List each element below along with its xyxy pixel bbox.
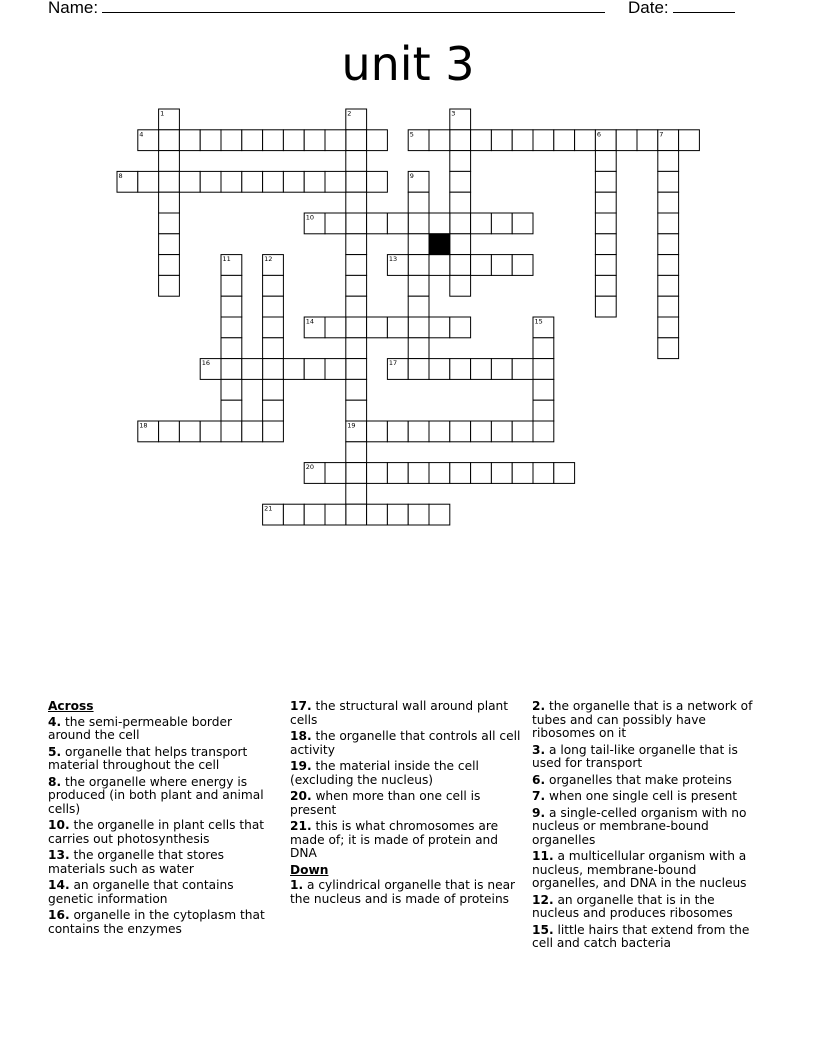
grid-cell[interactable]	[263, 296, 284, 317]
grid-cell[interactable]	[325, 317, 346, 338]
grid-cell[interactable]	[533, 130, 554, 151]
grid-cell[interactable]	[512, 463, 533, 484]
clue-number: 14	[305, 317, 314, 326]
clue-item	[532, 850, 764, 891]
grid-cell[interactable]	[575, 130, 596, 151]
grid-cell[interactable]	[346, 171, 367, 192]
grid-cell[interactable]	[491, 359, 512, 380]
grid-cell[interactable]	[263, 338, 284, 359]
clue-text: organelle in the cytoplasm that contains the enzymes	[48, 908, 265, 936]
grid-cell[interactable]	[159, 234, 180, 255]
clue-item	[532, 924, 764, 951]
clue-number-label: 7.	[532, 789, 546, 803]
clue-text: the structural wall around plant cells	[290, 699, 509, 727]
clue-number-label: 13.	[48, 848, 70, 862]
clue-number: 9	[409, 171, 414, 180]
grid-cell[interactable]	[325, 504, 346, 525]
grid-cell[interactable]	[367, 130, 388, 151]
date-label: Date:	[628, 0, 669, 17]
grid-cell[interactable]	[658, 192, 679, 213]
grid-cell[interactable]	[595, 275, 616, 296]
black-cell	[429, 234, 450, 255]
clue-number: 5	[409, 130, 414, 139]
grid-cell[interactable]	[658, 338, 679, 359]
grid-cell[interactable]	[325, 463, 346, 484]
clue-number: 4	[139, 130, 144, 139]
grid-cell[interactable]	[658, 213, 679, 234]
grid-cell[interactable]	[346, 192, 367, 213]
grid-cell[interactable]	[491, 255, 512, 276]
grid-cell[interactable]	[491, 213, 512, 234]
grid-cell[interactable]	[533, 400, 554, 421]
clue-text: when more than one cell is present	[290, 789, 481, 817]
grid-cell[interactable]	[658, 296, 679, 317]
grid-cell[interactable]	[471, 213, 492, 234]
grid-cell[interactable]	[658, 234, 679, 255]
clue-number: 1	[160, 109, 165, 118]
grid-cell[interactable]	[159, 213, 180, 234]
grid-cell[interactable]	[304, 130, 325, 151]
grid-cell[interactable]	[450, 192, 471, 213]
grid-cell[interactable]	[471, 255, 492, 276]
clue-number: 7	[659, 130, 664, 139]
grid-cell[interactable]	[367, 213, 388, 234]
clue-text: the organelle in plant cells that carries out photosynthesis	[48, 818, 265, 846]
grid-cell[interactable]	[408, 192, 429, 213]
grid-cell[interactable]	[179, 421, 200, 442]
grid-cell[interactable]	[346, 317, 367, 338]
grid-cell[interactable]	[367, 171, 388, 192]
clue-number-label: 5.	[48, 744, 62, 759]
grid-cell[interactable]	[346, 130, 367, 151]
grid-cell[interactable]	[263, 317, 284, 338]
clue-text: the organelle where energy is produced (in both plant and animal cells)	[48, 774, 264, 816]
grid-cell[interactable]	[325, 359, 346, 380]
grid-cell[interactable]	[346, 442, 367, 463]
name-label: Name:	[48, 0, 99, 17]
clue-number: 6	[596, 130, 602, 139]
grid-cell[interactable]	[658, 151, 679, 172]
grid-cell[interactable]	[304, 171, 325, 192]
grid-cell[interactable]	[263, 379, 284, 400]
clue-number-label: 2.	[532, 699, 546, 713]
grid-cell[interactable]	[408, 275, 429, 296]
clue-item	[532, 744, 764, 771]
grid-cell[interactable]	[450, 421, 471, 442]
clue-text: the organelle that stores materials such as water	[48, 848, 224, 876]
grid-cell[interactable]	[450, 359, 471, 380]
grid-cell[interactable]	[200, 130, 221, 151]
grid-cell[interactable]	[450, 317, 471, 338]
grid-cell[interactable]	[367, 463, 388, 484]
clue-item	[290, 820, 522, 861]
grid-cell[interactable]	[595, 171, 616, 192]
grid-cell[interactable]	[346, 379, 367, 400]
grid-cell[interactable]	[637, 130, 658, 151]
grid-cell[interactable]	[491, 421, 512, 442]
grid-cell[interactable]	[346, 275, 367, 296]
clue-item	[532, 807, 764, 848]
clue-item	[290, 700, 522, 727]
grid-cell[interactable]	[346, 255, 367, 276]
clue-text: an organelle that contains genetic information	[48, 878, 234, 906]
grid-cell[interactable]	[221, 296, 242, 317]
clue-item	[290, 760, 522, 787]
clue-item	[532, 894, 764, 921]
grid-cell[interactable]	[242, 359, 263, 380]
grid-cell[interactable]	[658, 275, 679, 296]
clue-text: this is what chromosomes are made of; it is made of protein and DNA	[290, 819, 499, 860]
grid-cell[interactable]	[533, 421, 554, 442]
grid-cell[interactable]	[408, 504, 429, 525]
grid-cell[interactable]	[221, 400, 242, 421]
clues-column-2	[290, 700, 522, 909]
clue-item	[48, 879, 278, 906]
grid-cell[interactable]	[429, 359, 450, 380]
grid-cell[interactable]	[429, 421, 450, 442]
clue-item	[290, 790, 522, 817]
grid-cell[interactable]	[387, 463, 408, 484]
grid-cell[interactable]	[159, 192, 180, 213]
grid-cell[interactable]	[346, 213, 367, 234]
clue-number-label: 3.	[532, 742, 546, 757]
grid-cell[interactable]	[450, 275, 471, 296]
across-heading: Across	[48, 699, 94, 713]
grid-cell[interactable]	[304, 359, 325, 380]
grid-cell[interactable]	[408, 234, 429, 255]
grid-cell[interactable]	[346, 234, 367, 255]
grid-cell[interactable]	[533, 463, 554, 484]
clue-text: the semi-permeable border around the cell	[48, 714, 232, 742]
grid-cell[interactable]	[304, 504, 325, 525]
grid-cell[interactable]	[242, 421, 263, 442]
grid-cell[interactable]	[408, 213, 429, 234]
grid-cell[interactable]	[325, 171, 346, 192]
grid-cell[interactable]	[263, 275, 284, 296]
clue-number-label: 11.	[532, 849, 554, 863]
clue-number-label: 6.	[532, 772, 546, 787]
clue-text: little hairs that extend from the cell and catch bacteria	[532, 922, 750, 950]
grid-cell[interactable]	[346, 151, 367, 172]
grid-cell[interactable]	[450, 171, 471, 192]
clue-number-label: 12.	[532, 892, 554, 907]
grid-cell[interactable]	[512, 130, 533, 151]
grid-cell[interactable]	[221, 379, 242, 400]
grid-cell[interactable]	[263, 171, 284, 192]
grid-cell[interactable]	[367, 421, 388, 442]
grid-cell[interactable]	[221, 359, 242, 380]
grid-cell[interactable]	[367, 317, 388, 338]
grid-cell[interactable]	[242, 171, 263, 192]
clue-number-label: 21.	[290, 819, 312, 833]
clue-number: 21	[264, 504, 273, 513]
grid-cell[interactable]	[346, 359, 367, 380]
grid-cell[interactable]	[429, 463, 450, 484]
clue-number-label: 4.	[48, 714, 62, 729]
grid-cell[interactable]	[179, 130, 200, 151]
clue-number-label: 15.	[532, 922, 554, 937]
grid-cell[interactable]	[408, 296, 429, 317]
grid-cell[interactable]	[429, 130, 450, 151]
grid-cell[interactable]	[367, 504, 388, 525]
grid-cell[interactable]	[450, 130, 471, 151]
grid-cell[interactable]	[283, 130, 304, 151]
grid-cell[interactable]	[471, 421, 492, 442]
grid-cell[interactable]	[263, 130, 284, 151]
grid-cell[interactable]	[408, 421, 429, 442]
grid-cell[interactable]	[159, 421, 180, 442]
grid-cell[interactable]	[554, 463, 575, 484]
grid-cell[interactable]	[346, 338, 367, 359]
grid-cell[interactable]	[221, 421, 242, 442]
clue-number: 20	[305, 463, 314, 472]
clue-text: organelle that helps transport material throughout the cell	[48, 744, 248, 772]
clue-item	[532, 700, 764, 741]
grid-cell[interactable]	[595, 192, 616, 213]
grid-cell[interactable]	[159, 130, 180, 151]
clue-text: organelles that make proteins	[545, 772, 732, 787]
clue-number: 19	[347, 421, 356, 430]
clue-item	[532, 774, 764, 788]
grid-cell[interactable]	[221, 338, 242, 359]
clue-number-label: 20.	[290, 789, 312, 803]
clue-number: 12	[264, 255, 273, 264]
clue-text: a cylindrical organelle that is near the nucleus and is made of proteins	[290, 878, 516, 906]
grid-cell[interactable]	[595, 296, 616, 317]
grid-cell[interactable]	[159, 171, 180, 192]
grid-cell[interactable]	[221, 317, 242, 338]
grid-cell[interactable]	[450, 255, 471, 276]
grid-cell[interactable]	[221, 171, 242, 192]
grid-cell[interactable]	[595, 151, 616, 172]
grid-cell[interactable]	[346, 296, 367, 317]
grid-cell[interactable]	[554, 130, 575, 151]
clue-number-label: 17.	[290, 699, 312, 713]
clues-column-1	[48, 700, 278, 939]
grid-cell[interactable]	[346, 504, 367, 525]
clue-item	[48, 819, 278, 846]
clue-number-label: 8.	[48, 774, 62, 789]
clue-text: the material inside the cell (excluding the nucleus)	[290, 759, 479, 787]
grid-cell[interactable]	[408, 317, 429, 338]
grid-cell[interactable]	[658, 171, 679, 192]
clue-number: 8	[118, 171, 123, 180]
clue-item	[48, 746, 278, 773]
grid-cell[interactable]	[471, 130, 492, 151]
clue-number: 17	[388, 359, 398, 368]
grid-cell[interactable]	[179, 171, 200, 192]
grid-cell[interactable]	[387, 421, 408, 442]
grid-cell[interactable]	[325, 213, 346, 234]
clue-text: a long tail-like organelle that is used for transport	[532, 742, 738, 770]
grid-cell[interactable]	[159, 255, 180, 276]
grid-cell[interactable]	[429, 255, 450, 276]
grid-cell[interactable]	[491, 463, 512, 484]
clue-text: when one single cell is present	[545, 789, 738, 803]
clue-text: an organelle that is in the nucleus and produces ribosomes	[532, 892, 733, 920]
down-heading: Down	[290, 862, 329, 877]
grid-cell[interactable]	[450, 463, 471, 484]
grid-cell[interactable]	[283, 359, 304, 380]
clue-number-label: 16.	[48, 908, 70, 922]
grid-cell[interactable]	[283, 504, 304, 525]
grid-cell[interactable]	[408, 359, 429, 380]
grid-cell[interactable]	[679, 130, 700, 151]
grid-cell[interactable]	[387, 317, 408, 338]
grid-cell[interactable]	[429, 504, 450, 525]
grid-cell[interactable]	[387, 504, 408, 525]
clue-text: the organelle that is a network of tubes and can possibly have ribosomes on it	[532, 699, 753, 740]
grid-cell[interactable]	[658, 317, 679, 338]
clue-item	[48, 776, 278, 817]
grid-cell[interactable]	[387, 213, 408, 234]
grid-cell[interactable]	[346, 400, 367, 421]
clue-item	[48, 716, 278, 743]
grid-cell[interactable]	[533, 338, 554, 359]
clue-number-label: 19.	[290, 759, 312, 773]
grid-cell[interactable]	[429, 317, 450, 338]
grid-cell[interactable]	[450, 213, 471, 234]
clue-text: the organelle that controls all cell activity	[290, 729, 521, 757]
grid-cell[interactable]	[242, 130, 263, 151]
grid-cell[interactable]	[325, 130, 346, 151]
clue-number-label: 14.	[48, 878, 70, 892]
grid-cell[interactable]	[429, 213, 450, 234]
grid-cell[interactable]	[283, 171, 304, 192]
grid-cell[interactable]	[263, 421, 284, 442]
grid-cell[interactable]	[346, 463, 367, 484]
grid-cell[interactable]	[408, 338, 429, 359]
clue-number: 18	[139, 421, 148, 430]
clue-number: 16	[201, 359, 210, 368]
grid-cell[interactable]	[595, 234, 616, 255]
grid-cell[interactable]	[221, 130, 242, 151]
grid-cell[interactable]	[533, 379, 554, 400]
clue-item	[532, 790, 764, 804]
grid-cell[interactable]	[491, 130, 512, 151]
grid-cell[interactable]	[533, 359, 554, 380]
grid-cell[interactable]	[263, 400, 284, 421]
grid-cell[interactable]	[616, 130, 637, 151]
grid-cell[interactable]	[471, 463, 492, 484]
clue-text: a multicellular organism with a nucleus, membrane-bound organelles, and DNA in the nucleus	[532, 849, 747, 890]
clue-item	[48, 849, 278, 876]
grid-cell[interactable]	[512, 255, 533, 276]
clue-number: 3	[451, 109, 456, 118]
grid-cell[interactable]	[138, 171, 159, 192]
clue-number-label: 10.	[48, 818, 70, 832]
grid-cell[interactable]	[200, 171, 221, 192]
grid-cell[interactable]	[512, 421, 533, 442]
clue-item	[290, 730, 522, 757]
grid-cell[interactable]	[512, 213, 533, 234]
clue-number-label: 1.	[290, 878, 304, 892]
clue-item	[290, 879, 522, 906]
grid-cell[interactable]	[159, 275, 180, 296]
clues-column-3	[532, 700, 764, 954]
grid-cell[interactable]	[263, 359, 284, 380]
grid-cell[interactable]	[200, 421, 221, 442]
grid-cell[interactable]	[408, 255, 429, 276]
grid-cell[interactable]	[658, 255, 679, 276]
grid-cell[interactable]	[159, 151, 180, 172]
clue-item	[48, 909, 278, 936]
grid-cell[interactable]	[346, 483, 367, 504]
clue-text: a single-celled organism with no nucleus or membrane-bound organelles	[532, 805, 747, 847]
grid-cell[interactable]	[471, 359, 492, 380]
grid-cell[interactable]	[595, 255, 616, 276]
grid-cell[interactable]	[512, 359, 533, 380]
clue-number: 13	[388, 255, 398, 264]
grid-cell[interactable]	[450, 151, 471, 172]
clue-number: 15	[534, 317, 543, 326]
clue-number-label: 9.	[532, 805, 546, 820]
grid-cell[interactable]	[408, 463, 429, 484]
clue-number: 2	[347, 109, 352, 118]
grid-cell[interactable]	[595, 213, 616, 234]
clue-number: 11	[222, 255, 231, 264]
clue-number-label: 18.	[290, 729, 312, 743]
grid-cell[interactable]	[450, 234, 471, 255]
grid-cell[interactable]	[221, 275, 242, 296]
clue-number: 10	[305, 213, 314, 222]
page-title: unit 3	[341, 37, 475, 91]
